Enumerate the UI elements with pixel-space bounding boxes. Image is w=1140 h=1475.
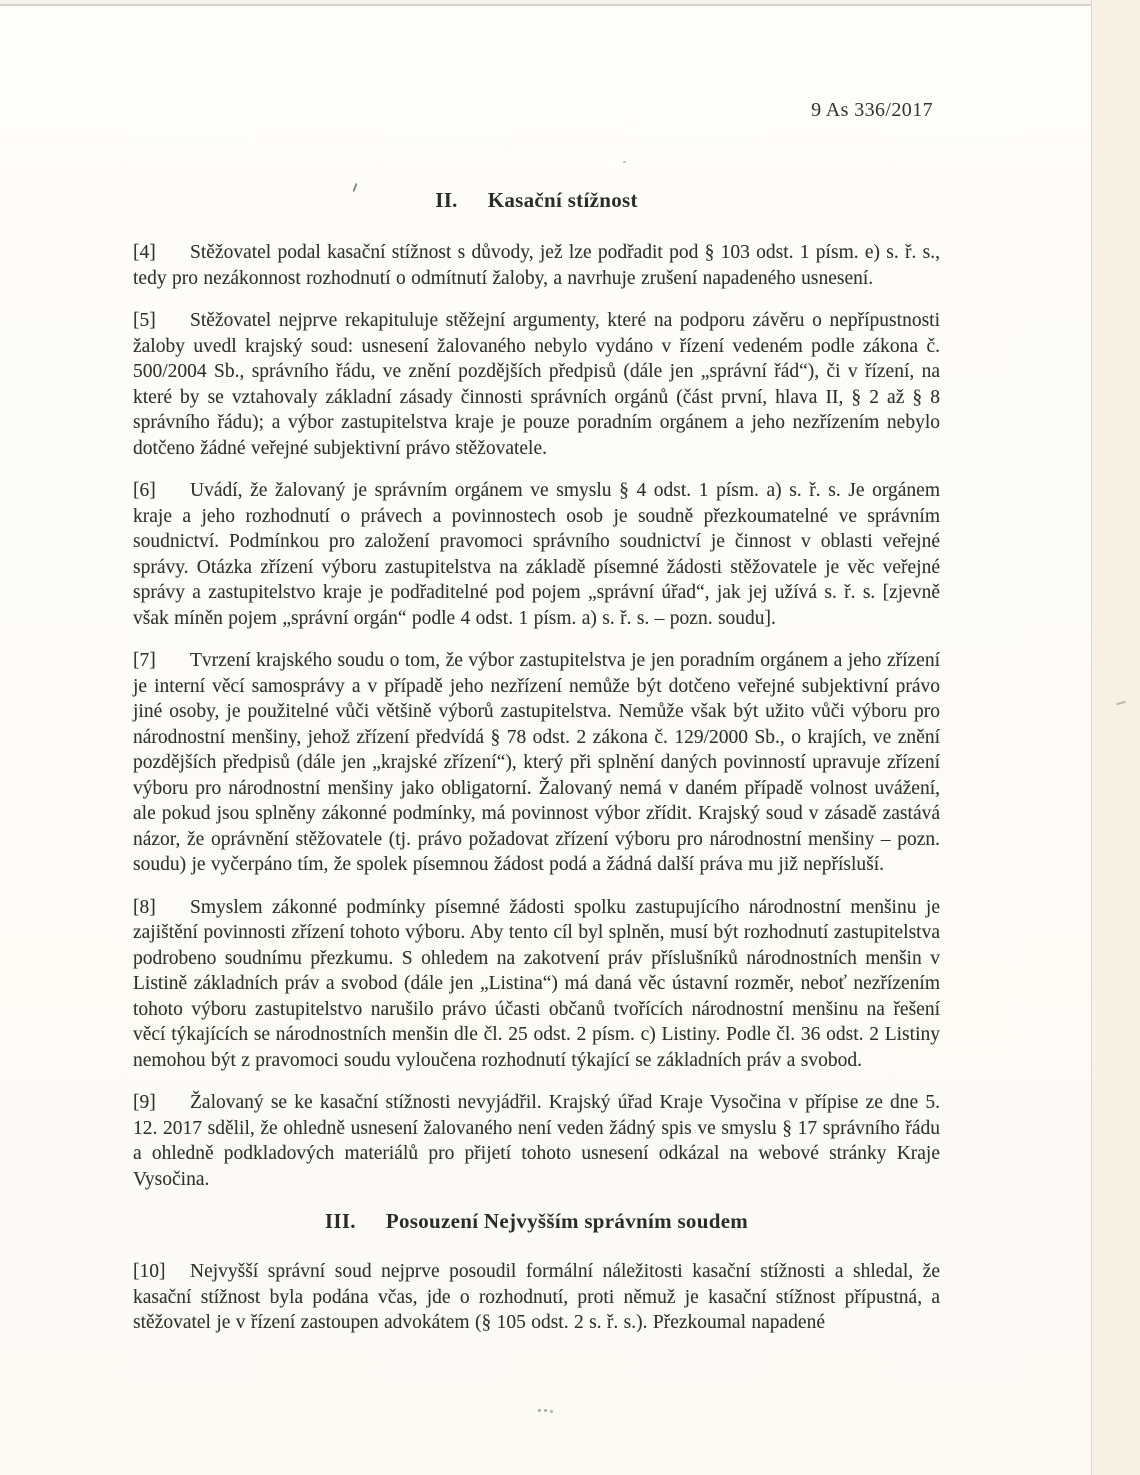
paragraph-9 bbox=[133, 1090, 940, 1192]
section-heading-kasacni-stiznost bbox=[133, 188, 940, 213]
section-heading-posouzeni bbox=[133, 1209, 940, 1234]
scan-right-page-edge bbox=[1091, 0, 1140, 1475]
paragraph-10 bbox=[133, 1259, 940, 1336]
paragraph-text: Nejvyšší správní soud nejprve posoudil formální náležitosti kasační stížnosti a shledal, že kasační stížnost byla podána včas, jde o rozhodnutí, proti němuž je kasační stížnost přípustná, a stěžovatel je v řízení zastoupen advokátem (§ 105 odst. 2 s. ř. s.). Přezkoumal napadené bbox=[133, 1261, 940, 1333]
scan-artifact-dots bbox=[538, 1409, 541, 1412]
paragraph-4 bbox=[133, 240, 940, 291]
paragraph-number: [7] bbox=[133, 650, 156, 671]
paragraph-6 bbox=[133, 478, 940, 631]
paragraph-text: Smyslem zákonné podmínky písemné žádosti spolku zastupujícího národnostní menšinu je zajištění povinnosti zřízení tohoto výboru. Aby tento cíl byl splněn, musí být rozhodnutí zastupitelstva podrobeno soudnímu přezkumu. S ohledem na zakotvení práv příslušníků národnostních menšin v Listině základních práv a svobod (dále jen „Listina“) má daná věc ústavní rozměr, neboť nezřízením tohoto výboru zastupitelstvo narušilo právo účasti občanů tvořících národnostní menšinu na řešení věcí týkajících se národnostních menšin dle čl. 25 odst. 2 písm. c) Listiny. Podle čl. 36 odst. 2 Listiny nemohou být z pravomoci soudu vyloučena rozhodnutí týkající se základních práv a svobod. bbox=[133, 896, 940, 1071]
paragraph-text: Tvrzení krajského soudu o tom, že výbor zastupitelstva je jen poradním orgánem a jeho zřízení je interní věcí samosprávy a v případě jeho nezřízení nemůže být dotčeno veřejné subjektivní právo jiné osoby, je použitelné vůči většině výborů zastupitelstva. Nemůže však být užito vůči výboru pro národnostní menšiny, jehož zřízení předvídá § 78 odst. 2 zákona č. 129/2000 Sb., o krajích, ve znění pozdějších předpisů (dále jen „krajské zřízení“), který při splnění daných povinností upravuje zřízení výboru pro národnostní menšiny jako obligatorní. Žalovaný nemá v daném případě volnost uvážení, ale pokud jsou splněny zákonné podmínky, má povinnost výbor zřídit. Krajský soud v zásadě zastává názor, že oprávnění stěžovatele (tj. právo požadovat zřízení výboru pro národnostní menšiny – pozn. soudu) je vyčerpáno tím, že spolek písemnou žádost podá a žádná další práva mu již nepřísluší. bbox=[133, 650, 940, 875]
paragraph-number: [6] bbox=[133, 480, 156, 501]
paragraph-number: [9] bbox=[133, 1092, 156, 1113]
paragraph-7 bbox=[133, 648, 940, 878]
section-title: Posouzení Nejvyšším správním soudem bbox=[385, 1209, 749, 1233]
paragraph-text: Uvádí, že žalovaný je správním orgánem ve smyslu § 4 odst. 1 písm. a) s. ř. s. Je orgánem kraje a jeho rozhodnutí o právech a povinnostech osob je soudně přezkoumatelné ve správním soudnictví. Podmínkou pro založení pravomoci správního soudnictví je činnost v oblasti veřejné správy. Otázka zřízení výboru zastupitelstva na základě písemné žádosti stěžovatele je věc veřejné správy a zastupitelstvo kraje je podřaditelné pod pojem „správní úřad“, jak jej užívá s. ř. s. [zjevně však míněn pojem „správní orgán“ podle 4 odst. 1 písm. a) s. ř. s. – pozn. soudu]. bbox=[133, 480, 940, 629]
case-number: 9 As 336/2017 bbox=[811, 99, 933, 121]
paragraph-number: [5] bbox=[133, 310, 156, 331]
paragraph-number: [4] bbox=[133, 242, 156, 263]
paragraph-number: [8] bbox=[133, 896, 156, 918]
page-content bbox=[133, 0, 940, 1353]
paragraph-text: Žalovaný se ke kasační stížnosti nevyjádřil. Krajský úřad Kraje Vysočina v přípise ze dne 5. 12. 2017 sdělil, že ohledně usnesení žalovaného není veden žádný spis ve smyslu § 17 správního řádu a ohledně podkladových materiálů pro přijetí tohoto usnesení odkázal na webové stránky Kraje Vysočina. bbox=[133, 1092, 940, 1190]
paragraph-5 bbox=[133, 308, 940, 461]
paragraph-text: Stěžovatel nejprve rekapituluje stěžejní argumenty, které na podporu závěru o nepřípustnosti žaloby uvedl krajský soud: usnesení žalovaného nebylo vydáno v řízení vedeném podle zákona č. 500/2004 Sb., správního řádu, ve znění pozdějších předpisů (dále jen „správní řád“), či v řízení, na které by se vztahovaly základní zásady činnosti správních orgánů (část první, hlava II, § 2 až § 8 správního řádu); a výbor zastupitelstva kraje je pouze poradním orgánem a jeho nezřízením nebylo dotčeno žádné veřejné subjektivní právo stěžovatele. bbox=[133, 310, 940, 459]
section-number: III. bbox=[324, 1209, 356, 1233]
paragraph-text: Stěžovatel podal kasační stížnost s důvody, jež lze podřadit pod § 103 odst. 1 písm. e) s. ř. s., tedy pro nezákonnost rozhodnutí o odmítnutí žaloby, a navrhuje zrušení napadeného usnesení. bbox=[133, 242, 940, 289]
section-number: II. bbox=[435, 188, 458, 212]
paragraph-8 bbox=[133, 895, 940, 1074]
paragraph-number: [10] bbox=[133, 1261, 166, 1282]
section-title: Kasační stížnost bbox=[487, 188, 638, 212]
